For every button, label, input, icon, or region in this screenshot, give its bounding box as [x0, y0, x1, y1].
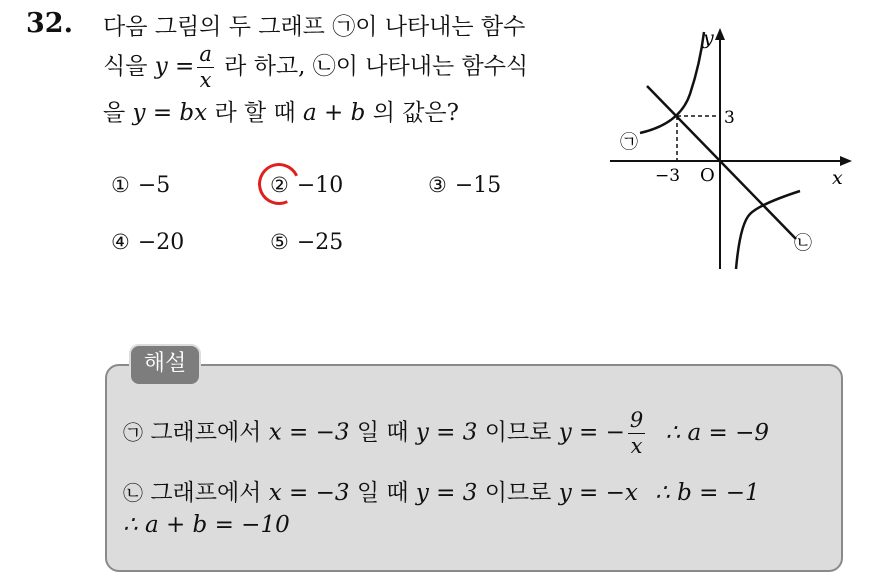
choice-number-1: ① — [111, 173, 130, 197]
choice-1[interactable] — [111, 173, 170, 198]
solution-line-1 — [123, 410, 769, 457]
line-y-minus-x — [647, 86, 796, 239]
choice-number-4: ④ — [111, 230, 130, 254]
fraction-a-over-x — [197, 44, 214, 91]
equation-y-a-over-x: y = — [154, 53, 195, 80]
tick-label-x-minus-3: −3 — [655, 166, 681, 186]
solution-l1-eq2: y = 3 — [415, 419, 478, 446]
hyperbola-branch-lower-right — [736, 191, 800, 269]
answer-circle-mark — [252, 157, 306, 211]
choice-value-3: −15 — [454, 173, 502, 198]
choice-3[interactable] — [428, 173, 501, 198]
solution-line-2 — [123, 474, 760, 507]
expression-a-plus-b: a + b — [303, 100, 366, 126]
question-line-1 — [103, 8, 525, 41]
function-graph — [600, 24, 860, 274]
question-text-3a: 을 — [103, 100, 126, 126]
y-axis-arrow-icon — [715, 28, 725, 40]
choice-number-2: ② — [270, 173, 289, 197]
solution-l1-eq1: x = −3 — [268, 419, 350, 446]
solution-l2-w2: 이므로 — [484, 480, 552, 506]
x-axis-arrow-icon — [840, 156, 852, 166]
y-axis-label: y — [703, 27, 714, 49]
solution-l1-conclusion: ∴ a = −9 — [665, 419, 770, 446]
solution-l2-text: 그래프에서 — [150, 480, 262, 506]
tick-label-y-3: 3 — [724, 108, 735, 128]
solution-l2-eq3: y = −x — [558, 480, 638, 506]
choice-value-4: −20 — [137, 230, 185, 255]
solution-l3-conclusion: ∴ a + b = −10 — [123, 512, 290, 538]
frac-denominator: x — [199, 68, 212, 92]
x-axis-label: x — [832, 167, 843, 189]
solution-l2-eq1: x = −3 — [268, 480, 350, 506]
frac-numerator: a — [199, 42, 212, 66]
curve-label-2: ㉡ — [794, 233, 812, 254]
solution-l1-w2: 이므로 — [484, 419, 552, 446]
solution-mark-2: ㉡ — [123, 481, 143, 505]
solution-l2-w1: 일 때 — [356, 480, 409, 506]
frac-denominator: x — [630, 434, 643, 458]
choice-value-5: −25 — [296, 230, 344, 255]
choice-number-3: ③ — [428, 173, 447, 197]
solution-line-3 — [123, 512, 290, 538]
solution-l2-conclusion: ∴ b = −1 — [655, 480, 760, 506]
choice-number-5: ⑤ — [270, 230, 289, 254]
choice-4[interactable] — [111, 230, 184, 255]
question-line-3 — [103, 94, 459, 127]
solution-l1-w1: 일 때 — [356, 419, 409, 446]
frac-numerator: 9 — [629, 408, 644, 432]
question-text-3c: 의 값은? — [372, 100, 459, 126]
fraction-9-over-x — [628, 410, 645, 457]
question-text-2b: 라 하고, ㉡이 나타내는 함수식 — [224, 53, 529, 80]
solution-l1-text: 그래프에서 — [150, 419, 262, 446]
origin-label: O — [700, 165, 715, 186]
question-text-2a: 식을 — [103, 53, 148, 80]
solution-tab: 해설 — [129, 344, 201, 386]
choice-value-2: −10 — [296, 173, 344, 198]
solution-l1-eq3: y = − — [558, 419, 625, 446]
question-number: 32. — [26, 8, 73, 39]
solution-l2-eq2: y = 3 — [415, 480, 478, 506]
choice-5[interactable] — [270, 230, 343, 255]
question-text-1: 다음 그림의 두 그래프 ㉠이 나타내는 함수 — [103, 14, 526, 40]
solution-mark-1: ㉠ — [123, 420, 143, 445]
question-line-2 — [103, 44, 528, 91]
equation-y-bx: y = bx — [132, 100, 208, 126]
curve-label-1: ㉠ — [620, 132, 638, 153]
question-text-3b: 라 할 때 — [214, 100, 296, 126]
hyperbola-branch-upper-left — [640, 32, 704, 133]
solution-box — [105, 364, 843, 572]
choice-value-1: −5 — [137, 173, 171, 198]
